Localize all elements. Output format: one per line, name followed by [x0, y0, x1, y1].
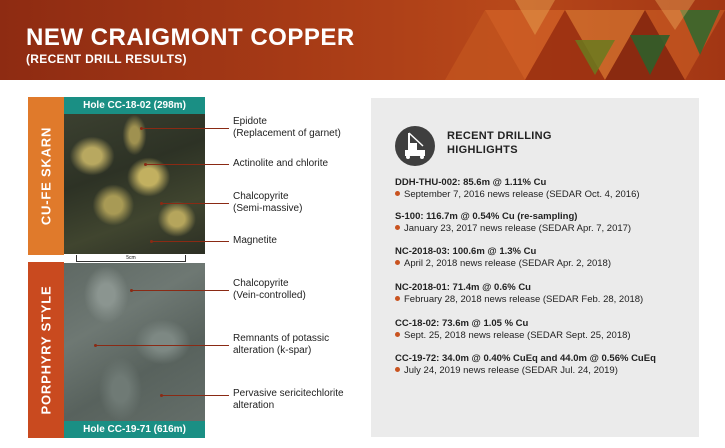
highlight-head: CC-19-72: 34.0m @ 0.40% CuEq and 44.0m @ 0.56% CuEq [395, 353, 656, 364]
top-hole-label: Hole CC-18-02 (298m) [64, 97, 205, 114]
annotation-actinolite [233, 158, 328, 170]
skarn-label-text: CU-FE SKARN [38, 126, 54, 226]
highlight-sub: Sept. 25, 2018 news release (SEDAR Sept. 25, 2018) [404, 330, 631, 341]
highlight-head: CC-18-02: 73.6m @ 1.05 % Cu [395, 318, 529, 329]
annotation-line1: Chalcopyrite [233, 278, 289, 289]
scale-label: 5cm [126, 255, 136, 261]
skarn-side-label [28, 97, 64, 255]
drilling-highlights-panel [371, 98, 699, 437]
skarn-core-image [64, 114, 205, 254]
bullet-icon [395, 332, 400, 337]
annotation-line [162, 395, 229, 396]
annotation-line [132, 290, 229, 291]
highlight-item [395, 353, 656, 377]
annotation-line2: alteration (k-spar) [233, 345, 312, 356]
highlight-head: NC-2018-01: 71.4m @ 0.6% Cu [395, 282, 531, 293]
porphyry-label-text: PORPHYRY STYLE [38, 285, 54, 415]
highlight-item [395, 211, 631, 235]
annotation-line [162, 203, 229, 204]
annotation-line [142, 128, 229, 129]
highlight-item [395, 282, 643, 306]
panel-title-line1: RECENT DRILLING [447, 130, 552, 142]
annotation-line2: (Semi-massive) [233, 203, 303, 214]
annotation-line1: Pervasive sericitechlorite [233, 388, 344, 399]
highlight-item [395, 246, 611, 270]
annotation-chalcopyrite-vein [233, 278, 306, 302]
bullet-icon [395, 296, 400, 301]
annotation-line2: alteration [233, 400, 275, 411]
annotation-line [96, 345, 229, 346]
annotation-epidote [233, 116, 341, 140]
annotation-line1: Actinolite and chlorite [233, 158, 329, 169]
bullet-icon [395, 191, 400, 196]
annotation-line2: (Replacement of garnet) [233, 128, 341, 139]
annotation-magnetite [233, 235, 277, 247]
annotation-potassic [233, 333, 329, 357]
bottom-hole-label: Hole CC-19-71 (616m) [64, 421, 205, 438]
panel-title [447, 129, 552, 157]
bullet-icon [395, 367, 400, 372]
annotation-line1: Remnants of potassic [233, 333, 330, 344]
highlight-head: S-100: 116.7m @ 0.54% Cu (re-sampling) [395, 211, 578, 222]
annotation-line [152, 241, 229, 242]
highlight-sub: January 23, 2017 news release (SEDAR Apr. 7, 2017) [404, 223, 632, 234]
annotation-line1: Epidote [233, 116, 267, 127]
highlight-head: NC-2018-03: 100.6m @ 1.3% Cu [395, 246, 537, 257]
annotation-line [146, 164, 229, 165]
annotation-chalcopyrite-massive [233, 191, 302, 215]
panel-title-line2: HIGHLIGHTS [447, 144, 518, 156]
triangle-pattern-decoration [425, 0, 725, 80]
annotation-sericite [233, 388, 344, 412]
porphyry-core-image [64, 263, 205, 421]
bullet-icon [395, 225, 400, 230]
highlight-sub: February 28, 2018 news release (SEDAR Feb. 28, 2018) [404, 294, 644, 305]
highlight-sub: July 24, 2019 news release (SEDAR Jul. 24, 2019) [404, 365, 618, 376]
highlight-sub: September 7, 2016 news release (SEDAR Oct. 4, 2016) [404, 189, 640, 200]
highlight-sub: April 2, 2018 news release (SEDAR Apr. 2, 2018) [404, 258, 612, 269]
page-title: NEW CRAIGMONT COPPER [26, 24, 355, 51]
highlight-head: DDH-THU-002: 85.6m @ 1.11% Cu [395, 177, 547, 188]
porphyry-side-label [28, 262, 64, 438]
header-banner [0, 0, 725, 80]
annotation-line1: Magnetite [233, 235, 277, 246]
annotation-line1: Chalcopyrite [233, 191, 289, 202]
highlight-item [395, 318, 631, 342]
drill-rig-icon [395, 126, 435, 166]
annotation-line2: (Vein-controlled) [233, 290, 306, 301]
highlight-item [395, 177, 640, 201]
bullet-icon [395, 260, 400, 265]
page-subtitle: (RECENT DRILL RESULTS) [26, 52, 187, 66]
